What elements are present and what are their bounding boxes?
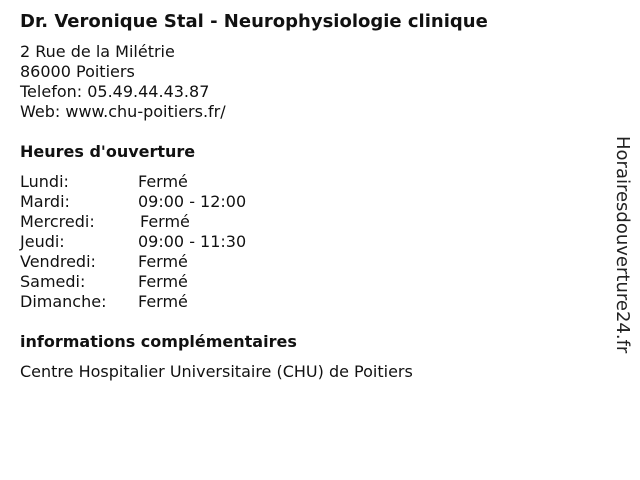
- opening-hours-heading: Heures d'ouverture: [20, 142, 196, 161]
- hours-time: 09:00 - 11:30: [138, 232, 247, 251]
- hours-row-wednesday: [20, 212, 600, 232]
- hours-day: Dimanche:: [20, 292, 107, 311]
- hours-day: Mardi:: [20, 192, 70, 211]
- opening-hours-table: [20, 172, 600, 312]
- hours-row-monday: [20, 172, 600, 192]
- hours-time: 09:00 - 12:00: [138, 192, 247, 211]
- address-street: 2 Rue de la Milétrie: [20, 42, 175, 61]
- hours-day: Lundi:: [20, 172, 69, 191]
- hours-row-saturday: [20, 272, 600, 292]
- additional-info-text: Centre Hospitalier Universitaire (CHU) de Poitiers: [20, 362, 413, 381]
- address-city: 86000 Poitiers: [20, 62, 135, 81]
- hours-time: Fermé: [138, 252, 188, 271]
- site-watermark: Horairesdouverture24.fr: [612, 136, 633, 354]
- hours-row-thursday: [20, 232, 600, 252]
- website-link[interactable]: Web: www.chu-poitiers.fr/: [20, 102, 226, 121]
- phone-number: Telefon: 05.49.44.43.87: [20, 82, 210, 101]
- practitioner-card: [20, 10, 600, 382]
- hours-row-tuesday: [20, 192, 600, 212]
- hours-row-sunday: [20, 292, 600, 312]
- hours-day: Samedi:: [20, 272, 86, 291]
- hours-time: Fermé: [140, 212, 190, 231]
- page-title: Dr. Veronique Stal - Neurophysiologie clinique: [20, 11, 488, 32]
- hours-day: Vendredi:: [20, 252, 96, 271]
- hours-time: Fermé: [138, 172, 188, 191]
- hours-time: Fermé: [138, 272, 188, 291]
- additional-info-heading: informations complémentaires: [20, 332, 297, 351]
- hours-time: Fermé: [138, 292, 188, 311]
- hours-day: Jeudi:: [20, 232, 65, 251]
- hours-row-friday: [20, 252, 600, 272]
- hours-day: Mercredi:: [20, 212, 95, 231]
